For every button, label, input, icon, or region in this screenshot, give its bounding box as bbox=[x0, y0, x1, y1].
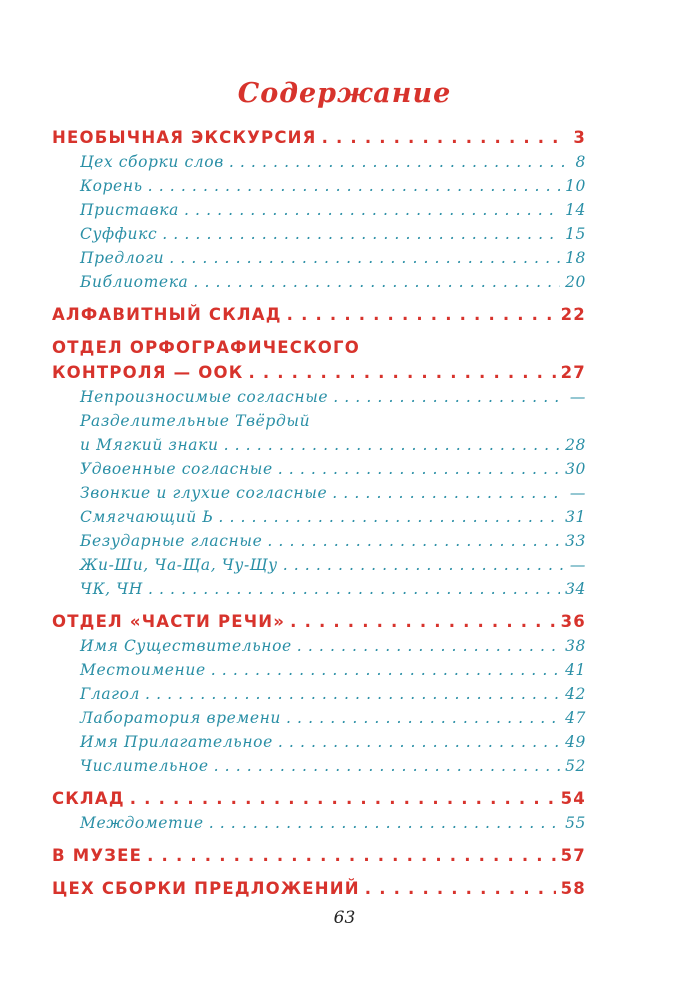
toc-item-leader bbox=[286, 706, 560, 730]
toc-chapter-page: 27 bbox=[560, 363, 586, 382]
toc-item bbox=[52, 754, 586, 778]
toc-item-label: Жи-Ши, Ча-Ща, Чу-Щу bbox=[80, 556, 278, 574]
toc-item bbox=[52, 222, 586, 246]
toc-item bbox=[52, 658, 586, 682]
toc-item-label: Цех сборки слов bbox=[80, 153, 224, 171]
toc-item bbox=[52, 634, 586, 658]
toc-item-leader bbox=[209, 811, 560, 835]
toc-item-page: 30 bbox=[565, 460, 586, 478]
toc-chapter-label: В МУЗЕЕ bbox=[52, 846, 143, 865]
toc-item bbox=[52, 385, 586, 409]
toc-item-label: Имя Существительное bbox=[80, 637, 292, 655]
toc-chapter-label: КОНТРОЛЯ — ООК bbox=[52, 363, 244, 382]
toc-item-leader bbox=[224, 433, 560, 457]
toc-chapter-leader bbox=[130, 786, 556, 811]
toc-item-label: Корень bbox=[80, 177, 143, 195]
toc-item-page: 41 bbox=[565, 661, 586, 679]
table-of-contents bbox=[52, 125, 586, 901]
toc-item-leader bbox=[218, 505, 560, 529]
toc-item-label: Библиотека bbox=[80, 273, 189, 291]
toc-item-leader bbox=[148, 577, 560, 601]
toc-item-leader bbox=[333, 385, 565, 409]
toc-item bbox=[52, 433, 586, 457]
toc-item bbox=[52, 730, 586, 754]
toc-chapter bbox=[52, 876, 586, 901]
toc-item-page: 33 bbox=[565, 532, 586, 550]
toc-chapter-page: 58 bbox=[560, 879, 586, 898]
toc-chapter-leader bbox=[248, 360, 555, 385]
toc-chapter-leader bbox=[287, 302, 556, 327]
toc-item-leader bbox=[278, 457, 560, 481]
toc-item-leader bbox=[283, 553, 565, 577]
toc-chapter-page: 36 bbox=[560, 612, 586, 631]
toc-item-leader bbox=[193, 270, 560, 294]
toc-item-leader bbox=[229, 150, 571, 174]
toc-item bbox=[52, 150, 586, 174]
toc-item-page: 14 bbox=[565, 201, 586, 219]
toc-item-page: 52 bbox=[565, 757, 586, 775]
page-title: Содержание bbox=[237, 78, 452, 109]
toc-item-label: Приставка bbox=[80, 201, 179, 219]
toc-item-page: 49 bbox=[565, 733, 586, 751]
toc-item bbox=[52, 457, 586, 481]
toc-item-label: Глагол bbox=[80, 685, 141, 703]
toc-item bbox=[52, 529, 586, 553]
toc-chapter-label: АЛФАВИТНЫЙ СКЛАД bbox=[52, 305, 282, 324]
toc-item-page: 31 bbox=[565, 508, 586, 526]
toc-item-leader bbox=[145, 682, 560, 706]
toc-chapter-leader bbox=[147, 843, 555, 868]
toc-item-leader bbox=[162, 222, 560, 246]
toc-chapter bbox=[52, 843, 586, 868]
toc-item-page: 20 bbox=[565, 273, 586, 291]
toc-chapter bbox=[52, 360, 586, 385]
toc-item-page: 42 bbox=[565, 685, 586, 703]
toc-item bbox=[52, 706, 586, 730]
toc-item-page: — bbox=[569, 556, 586, 574]
toc-chapter-line: ОТДЕЛ ОРФОГРАФИЧЕСКОГО bbox=[52, 338, 360, 357]
toc-chapter bbox=[52, 786, 586, 811]
toc-item-label: Безударные гласные bbox=[80, 532, 263, 550]
toc-item-page: 8 bbox=[575, 153, 586, 171]
toc-item-page: 18 bbox=[565, 249, 586, 267]
toc-chapter-page: 3 bbox=[573, 128, 586, 147]
toc-item-label: ЧК, ЧН bbox=[80, 580, 143, 598]
toc-item-leader bbox=[297, 634, 560, 658]
toc-item-label: Удвоенные согласные bbox=[80, 460, 273, 478]
toc-chapter bbox=[52, 609, 586, 634]
toc-chapter-leader bbox=[365, 876, 556, 901]
toc-item bbox=[52, 246, 586, 270]
toc-chapter bbox=[52, 302, 586, 327]
toc-item bbox=[52, 270, 586, 294]
toc-item-leader bbox=[148, 174, 560, 198]
toc-item-label: Звонкие и глухие согласные bbox=[80, 484, 328, 502]
toc-chapter-label: СКЛАД bbox=[52, 789, 125, 808]
toc-item-page: 10 bbox=[565, 177, 586, 195]
page-number: 63 bbox=[333, 908, 356, 928]
toc-item-page: 28 bbox=[565, 436, 586, 454]
toc-item-label: и Мягкий знаки bbox=[80, 436, 219, 454]
toc-item-page: 34 bbox=[565, 580, 586, 598]
toc-item-label: Суффикс bbox=[80, 225, 158, 243]
toc-item bbox=[52, 577, 586, 601]
toc-item-page: — bbox=[569, 388, 586, 406]
toc-item bbox=[52, 505, 586, 529]
toc-item-label: Междометие bbox=[80, 814, 204, 832]
toc-item-page: 15 bbox=[565, 225, 586, 243]
toc-item-page: 47 bbox=[565, 709, 586, 727]
toc-chapter-label: НЕОБЫЧНАЯ ЭКСКУРСИЯ bbox=[52, 128, 317, 147]
toc-chapter-leader bbox=[322, 125, 569, 150]
toc-item-leader bbox=[169, 246, 560, 270]
toc-item-page: 38 bbox=[565, 637, 586, 655]
toc-item bbox=[52, 682, 586, 706]
toc-item-leader bbox=[278, 730, 560, 754]
toc-chapter-page: 57 bbox=[560, 846, 586, 865]
toc-item-label: Смягчающий Ь bbox=[80, 508, 214, 526]
toc-item-page: 55 bbox=[565, 814, 586, 832]
toc-item-label: Числительное bbox=[80, 757, 209, 775]
toc-item-label: Лаборатория времени bbox=[80, 709, 281, 727]
toc-item-leader bbox=[214, 754, 560, 778]
toc-item-label: Предлоги bbox=[80, 249, 165, 267]
toc-item-leader bbox=[211, 658, 560, 682]
toc-chapter-page: 22 bbox=[560, 305, 586, 324]
toc-chapter-label: ОТДЕЛ «ЧАСТИ РЕЧИ» bbox=[52, 612, 286, 631]
toc-item bbox=[52, 174, 586, 198]
toc-item-page: — bbox=[569, 484, 586, 502]
toc-item bbox=[52, 553, 586, 577]
toc-item-label: Имя Прилагательное bbox=[80, 733, 273, 751]
toc-item-label: Местоимение bbox=[80, 661, 206, 679]
toc-item-leader bbox=[184, 198, 560, 222]
toc-chapter bbox=[52, 125, 586, 150]
toc-chapter-label: ЦЕХ СБОРКИ ПРЕДЛОЖЕНИЙ bbox=[52, 879, 360, 898]
toc-chapter-leader bbox=[290, 609, 555, 634]
toc-item bbox=[52, 811, 586, 835]
toc-item bbox=[52, 198, 586, 222]
toc-chapter-page: 54 bbox=[560, 789, 586, 808]
toc-item-label: Непроизносимые согласные bbox=[80, 388, 329, 406]
toc-item-line: Разделительные Твёрдый bbox=[80, 412, 311, 430]
toc-item-leader bbox=[332, 481, 565, 505]
toc-item-leader bbox=[267, 529, 560, 553]
toc-item bbox=[52, 481, 586, 505]
